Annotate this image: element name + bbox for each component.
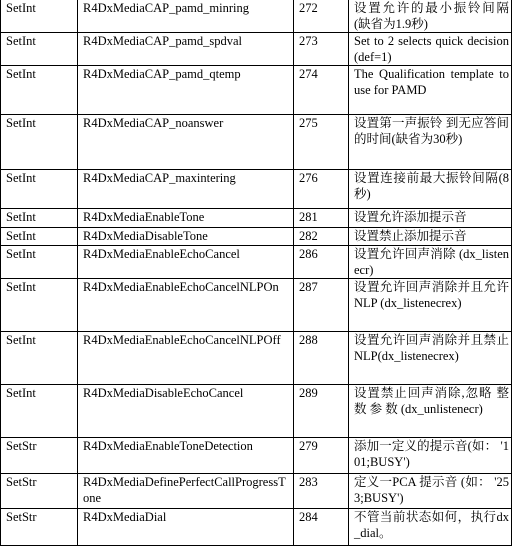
parameter-name-cell: R4DxMediaEnableEchoCancelNLPOn (78, 279, 294, 332)
table-row (1, 33, 512, 66)
description-cell: 不管当前状态如何，执行dx_dial。 (349, 509, 512, 546)
parameter-name-cell: R4DxMediaCAP_pamd_minring (78, 0, 294, 33)
description-cell: 设置第一声振铃 到无应答间的时间(缺省为30秒) (349, 115, 512, 170)
parameter-code-cell: 287 (294, 279, 349, 332)
table-row (1, 228, 512, 246)
table-row (1, 170, 512, 209)
parameter-code-cell: 279 (294, 438, 349, 474)
table-row (1, 115, 512, 170)
table-row (1, 209, 512, 228)
table-row (1, 279, 512, 332)
table-row (1, 438, 512, 474)
description-cell: 设置允许回声消除并且禁止 NLP(dx_listenecrex) (349, 332, 512, 385)
parameter-code-cell: 275 (294, 115, 349, 170)
table-row (1, 474, 512, 509)
parameter-name-cell: R4DxMediaEnableEchoCancelNLPOff (78, 332, 294, 385)
description-cell: The Qualification template to use for PAMD (349, 66, 512, 115)
function-cell: SetInt (1, 170, 78, 209)
parameter-name-cell: R4DxMediaCAP_pamd_spdval (78, 33, 294, 66)
parameter-name-cell: R4DxMediaDefinePerfectCallProgressTone (78, 474, 294, 509)
description-cell: 设置允许的最小振铃间隔 (缺省为1.9秒) (349, 0, 512, 33)
parameter-name-cell: R4DxMediaDisableTone (78, 228, 294, 246)
function-cell: SetInt (1, 209, 78, 228)
table-row (1, 66, 512, 115)
table-row (1, 509, 512, 546)
parameter-name-cell: R4DxMediaEnableEchoCancel (78, 246, 294, 279)
description-cell: Set to 2 selects quick decision (def=1) (349, 33, 512, 66)
parameter-code-cell: 289 (294, 385, 349, 438)
parameter-code-cell: 286 (294, 246, 349, 279)
table-row (1, 385, 512, 438)
parameter-name-cell: R4DxMediaEnableToneDetection (78, 438, 294, 474)
function-cell: SetInt (1, 332, 78, 385)
description-cell: 设置禁止添加提示音 (349, 228, 512, 246)
function-cell: SetInt (1, 66, 78, 115)
description-cell: 设置允许回声消除 (dx_listenecr) (349, 246, 512, 279)
parameter-name-cell: R4DxMediaDisableEchoCancel (78, 385, 294, 438)
function-cell: SetStr (1, 474, 78, 509)
function-cell: SetStr (1, 438, 78, 474)
parameter-code-cell: 273 (294, 33, 349, 66)
parameter-name-cell: R4DxMediaDial (78, 509, 294, 546)
parameter-code-cell: 276 (294, 170, 349, 209)
table-row (1, 246, 512, 279)
description-cell: 设置允许回声消除并且允许 NLP (dx_listenecrex) (349, 279, 512, 332)
description-cell: 定义一PCA 提示音 (如： '253;BUSY') (349, 474, 512, 509)
function-cell: SetInt (1, 228, 78, 246)
description-cell: 设置连接前最大振铃间隔(8秒) (349, 170, 512, 209)
parameter-name-cell: R4DxMediaEnableTone (78, 209, 294, 228)
parameter-code-cell: 281 (294, 209, 349, 228)
function-cell: SetInt (1, 246, 78, 279)
parameter-code-cell: 284 (294, 509, 349, 546)
table-row (1, 0, 512, 33)
function-cell: SetInt (1, 385, 78, 438)
function-cell: SetStr (1, 509, 78, 546)
parameter-name-cell: R4DxMediaCAP_maxintering (78, 170, 294, 209)
description-cell: 添加一定义的提示音(如： '101;BUSY') (349, 438, 512, 474)
function-cell: SetInt (1, 115, 78, 170)
description-cell: 设置禁止回声消除,忽略 整 数 参 数 (dx_unlistenecr) (349, 385, 512, 438)
parameter-code-cell: 283 (294, 474, 349, 509)
parameter-name-cell: R4DxMediaCAP_noanswer (78, 115, 294, 170)
description-cell: 设置允许添加提示音 (349, 209, 512, 228)
parameter-code-cell: 274 (294, 66, 349, 115)
function-cell: SetInt (1, 279, 78, 332)
parameter-code-cell: 288 (294, 332, 349, 385)
parameter-code-cell: 282 (294, 228, 349, 246)
parameter-code-cell: 272 (294, 0, 349, 33)
parameter-name-cell: R4DxMediaCAP_pamd_qtemp (78, 66, 294, 115)
table-row (1, 332, 512, 385)
function-cell: SetInt (1, 0, 78, 33)
function-cell: SetInt (1, 33, 78, 66)
